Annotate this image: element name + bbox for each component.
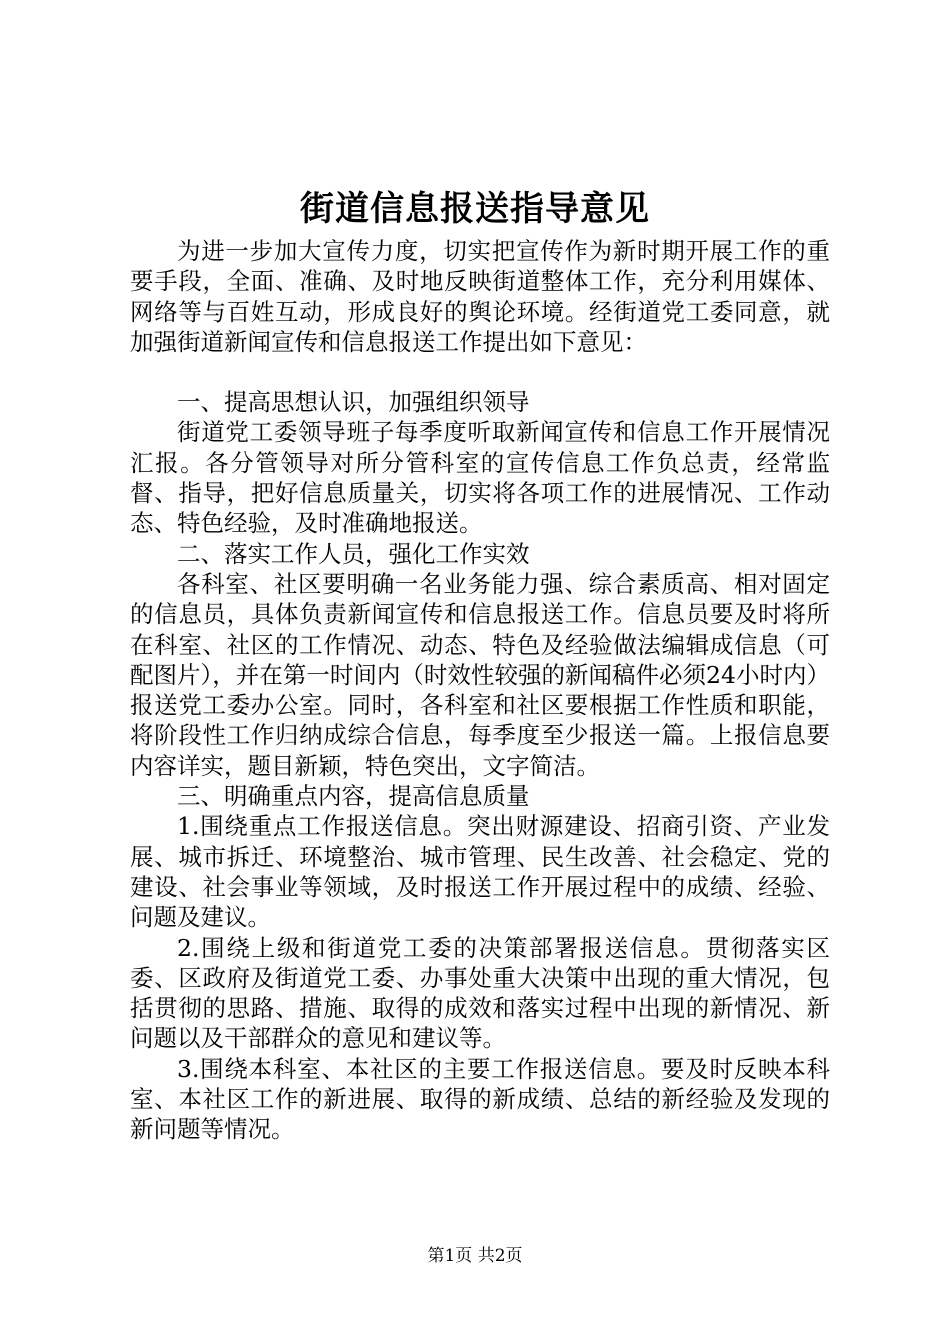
section-3-item-1: 1.围绕重点工作报送信息。突出财源建设、招商引资、产业发展、城市拆迁、环境整治、城市管理、民生改善、社会稳定、党的建设、社会事业等领域，及时报送工作开展过程中的成绩、经验、问题及建议。 [130,812,830,932]
section-3-item-2: 2.围绕上级和街道党工委的决策部署报送信息。贯彻落实区委、区政府及街道党工委、办事处重大决策中出现的重大情况，包括贯彻的思路、措施、取得的成效和落实过程中出现的新情况、新问题以及干部群众的意见和建议等。 [130,933,830,1053]
section-heading-3: 三、明确重点内容，提高信息质量 [177,782,530,811]
document-body [130,236,830,1145]
document-title: 街道信息报送指导意见 [300,189,650,229]
section-3-item-3: 3.围绕本科室、本社区的主要工作报送信息。要及时反映本科室、本社区工作的新进展、取得的新成绩、总结的新经验及发现的新问题等情况。 [130,1054,830,1144]
section-2-paragraph: 各科室、社区要明确一名业务能力强、综合素质高、相对固定的信息员，具体负责新闻宣传和信息报送工作。信息员要及时将所在科室、社区的工作情况、动态、特色及经验做法编辑成信息（可配图片），并在第一时间内（时效性较强的新闻稿件必须24小时内）报送党工委办公室。同时，各科室和社区要根据工作性质和职能，将阶段性工作归纳成综合信息，每季度至少报送一篇。上报信息要内容详实，题目新颖，特色突出，文字简洁。 [130,569,830,780]
section-heading-2: 二、落实工作人员，强化工作实效 [177,539,530,568]
section-1-paragraph: 街道党工委领导班子每季度听取新闻宣传和信息工作开展情况汇报。各分管领导对所分管科室的宣传信息工作负总责，经常监督、指导，把好信息质量关，切实将各项工作的进展情况、工作动态、特色经验，及时准确地报送。 [130,418,830,538]
intro-paragraph: 为进一步加大宣传力度，切实把宣传作为新时期开展工作的重要手段，全面、准确、及时地反映街道整体工作，充分利用媒体、网络等与百姓互动，形成良好的舆论环境。经街道党工委同意，就加强街道新闻宣传和信息报送工作提出如下意见： [130,237,830,356]
section-heading-1: 一、提高思想认识，加强组织领导 [177,388,530,417]
page-number-footer: 第1页 共2页 [427,1246,523,1266]
